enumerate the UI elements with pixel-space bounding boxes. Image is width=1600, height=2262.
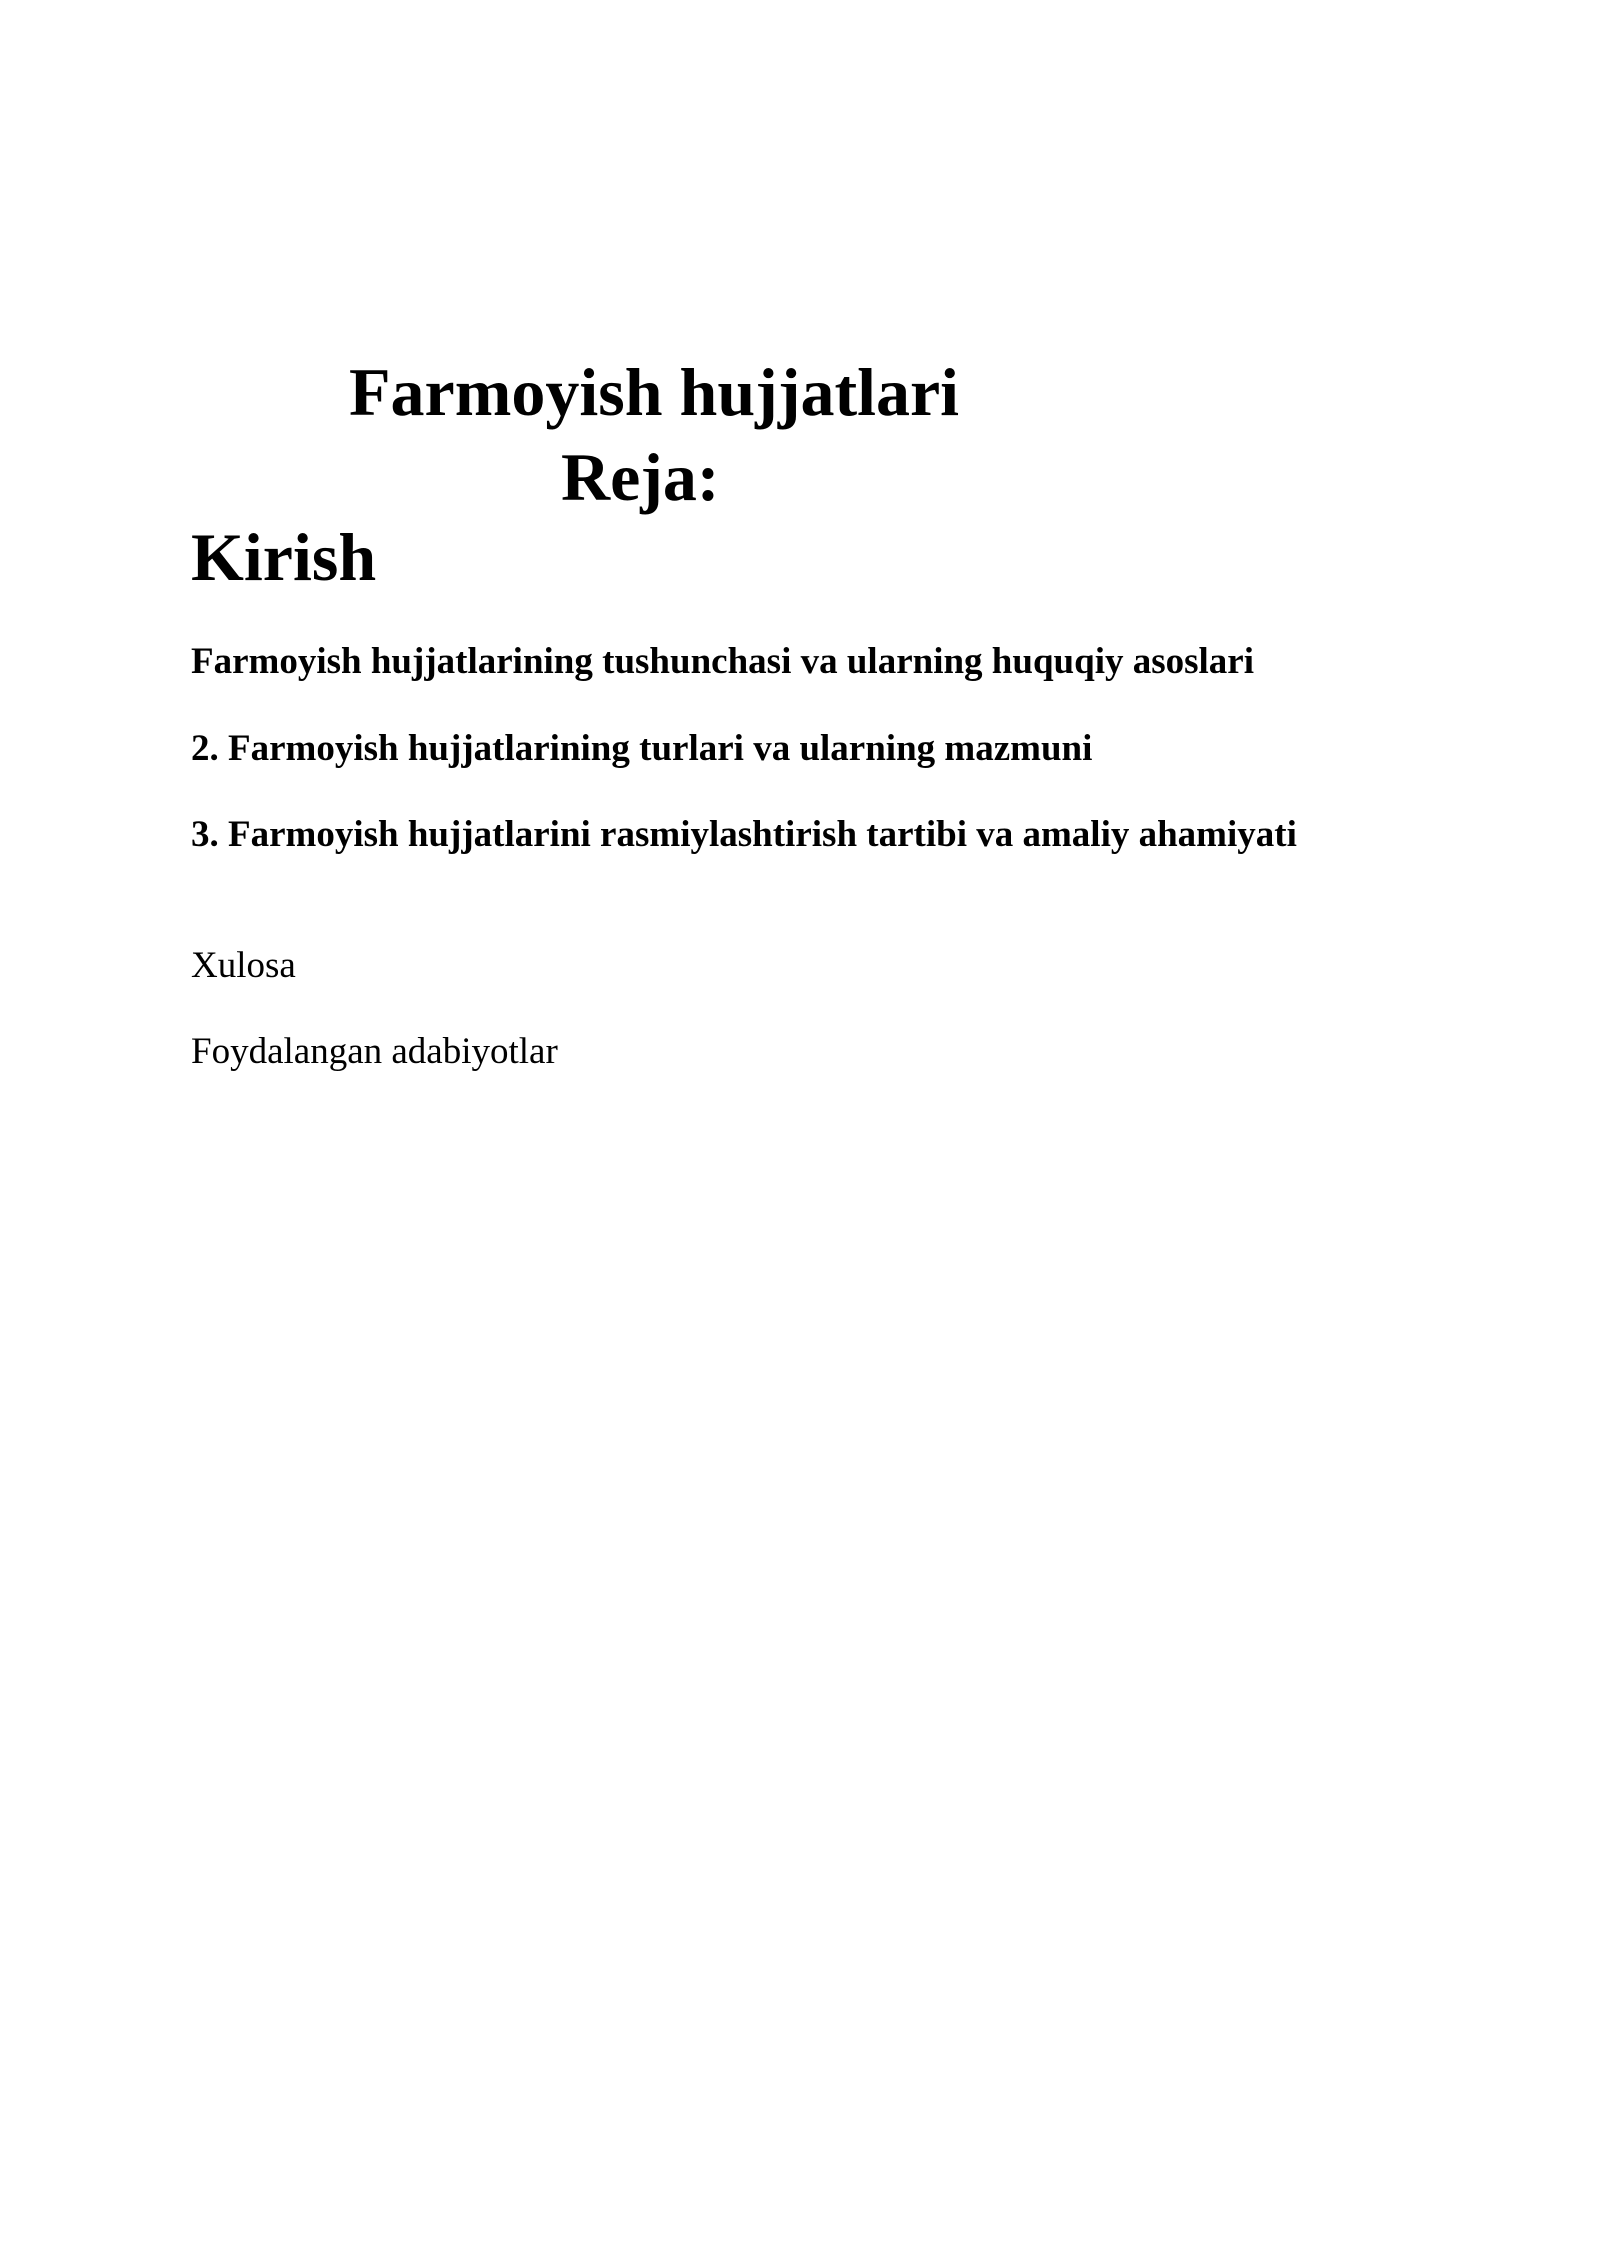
plan-heading: Reja: (561, 439, 720, 515)
document-title: Farmoyish hujjatlari (349, 354, 960, 430)
conclusion-item: Xulosa (191, 945, 296, 986)
plan-item-1: Farmoyish hujjatlarining tushunchasi va ularning huquqiy asoslari (191, 641, 1255, 682)
references-item: Foydalangan adabiyotlar (191, 1031, 558, 1072)
intro-heading: Kirish (191, 519, 377, 595)
plan-item-3: 3. Farmoyish hujjatlarini rasmiylashtirish tartibi va amaliy ahamiyati (191, 814, 1297, 855)
plan-item-2: 2. Farmoyish hujjatlarining turlari va ularning mazmuni (191, 728, 1093, 769)
